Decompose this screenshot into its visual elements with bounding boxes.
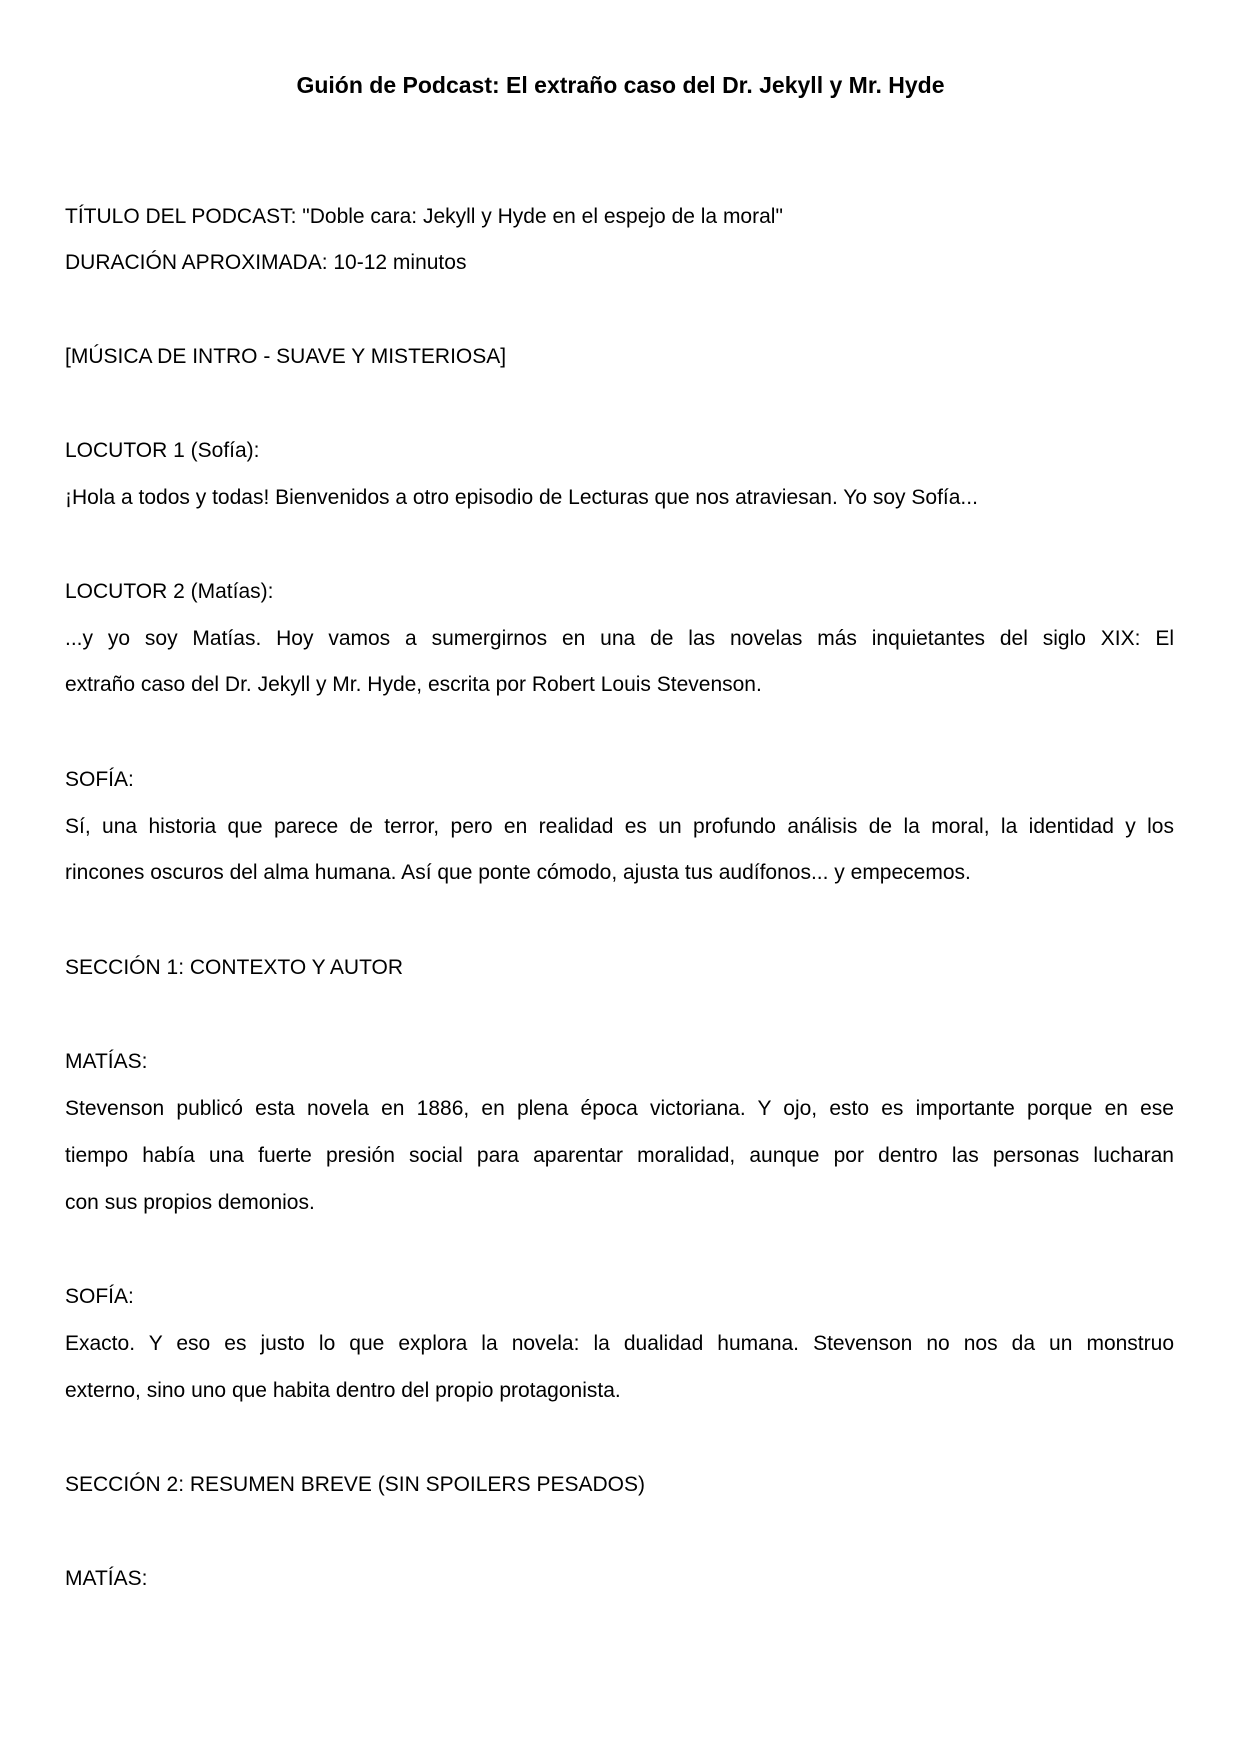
speaker-label: MATÍAS: <box>65 1050 148 1073</box>
speaker-label: LOCUTOR 2 (Matías): <box>65 580 274 603</box>
speaker-label: LOCUTOR 1 (Sofía): <box>65 439 260 462</box>
dialogue-line: ...y yo soy Matías. Hoy vamos a sumergirnos en una de las novelas más inquietantes del siglo XIX: El <box>65 627 1174 650</box>
dialogue-line: Stevenson publicó esta novela en 1886, en plena época victoriana. Y ojo, esto es importante porque en ese <box>65 1097 1174 1120</box>
podcast-title-line: TÍTULO DEL PODCAST: "Doble cara: Jekyll y Hyde en el espejo de la moral" <box>65 205 783 228</box>
dialogue-line: Sí, una historia que parece de terror, pero en realidad es un profundo análisis de la moral, la identidad y los <box>65 815 1174 838</box>
speaker-label: MATÍAS: <box>65 1567 148 1590</box>
speaker-label: SOFÍA: <box>65 1285 134 1308</box>
section-heading: SECCIÓN 1: CONTEXTO Y AUTOR <box>65 956 404 979</box>
speaker-label: SOFÍA: <box>65 768 134 791</box>
music-cue: [MÚSICA DE INTRO - SUAVE Y MISTERIOSA] <box>65 345 507 368</box>
dialogue-line: extraño caso del Dr. Jekyll y Mr. Hyde, escrita por Robert Louis Stevenson. <box>65 673 762 696</box>
duration-line: DURACIÓN APROXIMADA: 10-12 minutos <box>65 251 467 274</box>
dialogue-line: tiempo había una fuerte presión social para aparentar moralidad, aunque por dentro las personas lucharan <box>65 1144 1174 1167</box>
dialogue-line: rincones oscuros del alma humana. Así que ponte cómodo, ajusta tus audífonos... y empecemos. <box>65 861 971 884</box>
section-heading: SECCIÓN 2: RESUMEN BREVE (SIN SPOILERS PESADOS) <box>65 1473 645 1496</box>
dialogue-line: ¡Hola a todos y todas! Bienvenidos a otro episodio de Lecturas que nos atraviesan. Yo soy Sofía... <box>65 486 978 509</box>
dialogue-line: con sus propios demonios. <box>65 1191 315 1214</box>
document-title: Guión de Podcast: El extraño caso del Dr. Jekyll y Mr. Hyde <box>296 72 945 98</box>
dialogue-line: externo, sino uno que habita dentro del propio protagonista. <box>65 1379 621 1402</box>
dialogue-line: Exacto. Y eso es justo lo que explora la novela: la dualidad humana. Stevenson no nos da un monstruo <box>65 1332 1174 1355</box>
